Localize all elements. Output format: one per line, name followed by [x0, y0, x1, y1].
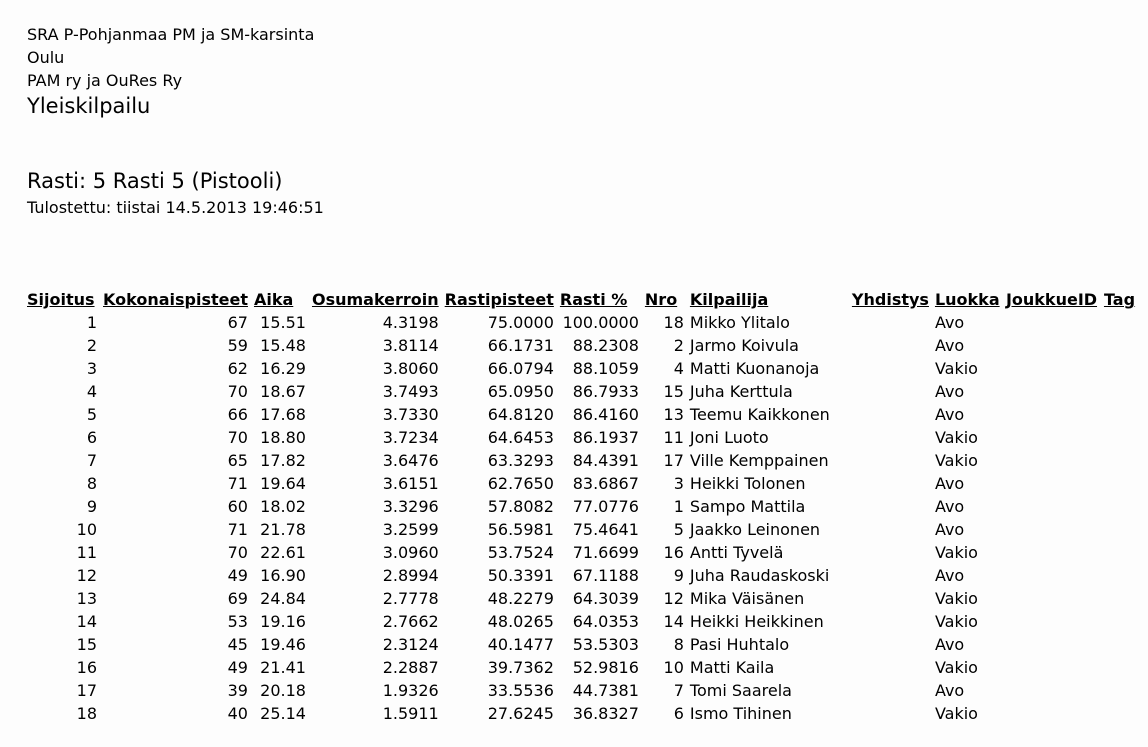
cell-rank: 11	[76, 543, 97, 562]
cell-stage-points: 62.7650	[487, 474, 554, 493]
cell-number: 1	[673, 497, 684, 516]
cell-competitor: Mika Väisänen	[689, 589, 805, 608]
table-row	[24, 357, 1141, 380]
cell-tag	[1101, 403, 1141, 426]
cell-team-id	[1003, 679, 1101, 702]
cell-rank: 16	[76, 658, 97, 677]
cell-club	[849, 564, 932, 587]
cell-division: Vakio	[934, 589, 978, 608]
cell-hit-factor: 2.8994	[382, 566, 439, 585]
cell-hit-factor: 3.6151	[382, 474, 439, 493]
cell-rank: 1	[86, 313, 97, 332]
cell-time: 18.67	[260, 382, 306, 401]
cell-hit-factor: 4.3198	[382, 313, 439, 332]
cell-tag	[1101, 541, 1141, 564]
cell-team-id	[1003, 541, 1101, 564]
cell-rank: 8	[86, 474, 97, 493]
organizers-text: PAM ry ja OuRes Ry	[27, 71, 183, 90]
cell-time: 16.29	[260, 359, 306, 378]
cell-time: 21.41	[260, 658, 306, 677]
cell-division: Vakio	[934, 428, 978, 447]
cell-club	[849, 587, 932, 610]
cell-division: Avo	[934, 382, 965, 401]
cell-total-points: 49	[227, 658, 248, 677]
location-text: Oulu	[27, 48, 65, 67]
cell-stage-points: 63.3293	[487, 451, 554, 470]
cell-hit-factor: 3.6476	[382, 451, 439, 470]
cell-total-points: 59	[227, 336, 248, 355]
cell-team-id	[1003, 472, 1101, 495]
cell-stage-points: 39.7362	[487, 658, 554, 677]
cell-time: 19.16	[260, 612, 306, 631]
column-header-stage-percent: Rasti %	[559, 290, 628, 309]
cell-number: 7	[673, 681, 684, 700]
cell-club	[849, 472, 932, 495]
cell-hit-factor: 2.7662	[382, 612, 439, 631]
column-header-competitor: Kilpailija	[689, 290, 769, 309]
cell-tag	[1101, 495, 1141, 518]
cell-tag	[1101, 564, 1141, 587]
cell-competitor: Matti Kaila	[689, 658, 775, 677]
cell-division: Avo	[934, 474, 965, 493]
cell-hit-factor: 3.7493	[382, 382, 439, 401]
cell-team-id	[1003, 357, 1101, 380]
column-header-division: Luokka	[934, 290, 1000, 309]
cell-rank: 14	[76, 612, 97, 631]
cell-club	[849, 633, 932, 656]
cell-stage-percent: 88.2308	[572, 336, 639, 355]
cell-competitor: Juha Kerttula	[689, 382, 793, 401]
cell-tag	[1101, 426, 1141, 449]
cell-competitor: Sampo Mattila	[689, 497, 806, 516]
cell-club	[849, 679, 932, 702]
column-header-tag: Tag	[1103, 290, 1136, 309]
cell-stage-percent: 86.7933	[572, 382, 639, 401]
cell-hit-factor: 2.3124	[382, 635, 439, 654]
cell-time: 19.46	[260, 635, 306, 654]
cell-division: Avo	[934, 497, 965, 516]
cell-stage-points: 48.2279	[487, 589, 554, 608]
cell-tag	[1101, 587, 1141, 610]
cell-stage-percent: 100.0000	[562, 313, 639, 332]
table-row	[24, 426, 1141, 449]
cell-team-id	[1003, 449, 1101, 472]
cell-stage-percent: 71.6699	[572, 543, 639, 562]
cell-number: 6	[673, 704, 684, 723]
cell-division: Avo	[934, 520, 965, 539]
cell-stage-points: 53.7524	[487, 543, 554, 562]
cell-number: 2	[673, 336, 684, 355]
cell-club	[849, 702, 932, 725]
cell-stage-points: 57.8082	[487, 497, 554, 516]
cell-club	[849, 334, 932, 357]
cell-club	[849, 610, 932, 633]
cell-time: 25.14	[260, 704, 306, 723]
cell-stage-percent: 75.4641	[572, 520, 639, 539]
table-row	[24, 449, 1141, 472]
cell-number: 14	[663, 612, 684, 631]
cell-tag	[1101, 679, 1141, 702]
table-row	[24, 610, 1141, 633]
cell-time: 17.68	[260, 405, 306, 424]
cell-club	[849, 380, 932, 403]
cell-total-points: 70	[227, 382, 248, 401]
cell-number: 15	[663, 382, 684, 401]
cell-time: 15.51	[260, 313, 306, 332]
column-header-number: Nro	[644, 290, 678, 309]
table-row	[24, 564, 1141, 587]
cell-competitor: Heikki Tolonen	[689, 474, 806, 493]
cell-total-points: 45	[227, 635, 248, 654]
cell-competitor: Tomi Saarela	[689, 681, 792, 700]
cell-division: Vakio	[934, 612, 978, 631]
column-header-club: Yhdistys	[851, 290, 929, 309]
cell-club	[849, 449, 932, 472]
cell-total-points: 70	[227, 428, 248, 447]
cell-tag	[1101, 449, 1141, 472]
column-header-team-id: JoukkueID	[1005, 290, 1098, 309]
cell-club	[849, 518, 932, 541]
cell-tag	[1101, 610, 1141, 633]
cell-division: Vakio	[934, 704, 978, 723]
cell-rank: 9	[86, 497, 97, 516]
cell-team-id	[1003, 587, 1101, 610]
cell-hit-factor: 3.3296	[382, 497, 439, 516]
cell-time: 18.02	[260, 497, 306, 516]
cell-tag	[1101, 656, 1141, 679]
cell-total-points: 69	[227, 589, 248, 608]
cell-total-points: 71	[227, 520, 248, 539]
cell-stage-points: 64.8120	[487, 405, 554, 424]
cell-club	[849, 357, 932, 380]
cell-club	[849, 403, 932, 426]
cell-division: Avo	[934, 681, 965, 700]
cell-number: 13	[663, 405, 684, 424]
cell-tag	[1101, 380, 1141, 403]
cell-stage-points: 48.0265	[487, 612, 554, 631]
table-row	[24, 472, 1141, 495]
cell-stage-points: 27.6245	[487, 704, 554, 723]
table-row	[24, 311, 1141, 334]
cell-time: 21.78	[260, 520, 306, 539]
cell-competitor: Teemu Kaikkonen	[689, 405, 830, 424]
cell-stage-percent: 84.4391	[572, 451, 639, 470]
cell-competitor: Mikko Ylitalo	[689, 313, 790, 332]
table-row	[24, 518, 1141, 541]
cell-competitor: Pasi Huhtalo	[689, 635, 790, 654]
cell-competitor: Ville Kemppainen	[689, 451, 829, 470]
cell-hit-factor: 3.2599	[382, 520, 439, 539]
cell-stage-percent: 64.3039	[572, 589, 639, 608]
cell-team-id	[1003, 426, 1101, 449]
cell-number: 4	[673, 359, 684, 378]
cell-time: 17.82	[260, 451, 306, 470]
cell-rank: 3	[86, 359, 97, 378]
cell-number: 12	[663, 589, 684, 608]
cell-division: Vakio	[934, 543, 978, 562]
cell-stage-percent: 83.6867	[572, 474, 639, 493]
cell-stage-points: 33.5536	[487, 681, 554, 700]
cell-tag	[1101, 702, 1141, 725]
table-row	[24, 403, 1141, 426]
cell-hit-factor: 3.8114	[382, 336, 439, 355]
cell-rank: 7	[86, 451, 97, 470]
cell-stage-percent: 36.8327	[572, 704, 639, 723]
cell-team-id	[1003, 610, 1101, 633]
cell-stage-points: 66.0794	[487, 359, 554, 378]
cell-stage-points: 40.1477	[487, 635, 554, 654]
cell-time: 16.90	[260, 566, 306, 585]
cell-hit-factor: 2.7778	[382, 589, 439, 608]
cell-competitor: Antti Tyvelä	[689, 543, 784, 562]
column-header-total-points: Kokonaispisteet	[103, 290, 248, 309]
cell-number: 10	[663, 658, 684, 677]
table-row	[24, 587, 1141, 610]
cell-club	[849, 426, 932, 449]
results-body	[24, 311, 1141, 725]
column-header-rank: Sijoitus	[27, 290, 95, 309]
cell-stage-points: 75.0000	[487, 313, 554, 332]
cell-competitor: Heikki Heikkinen	[689, 612, 824, 631]
printed-timestamp: Tulostettu: tiistai 14.5.2013 19:46:51	[27, 198, 324, 217]
cell-tag	[1101, 633, 1141, 656]
cell-total-points: 62	[227, 359, 248, 378]
cell-total-points: 70	[227, 543, 248, 562]
cell-number: 18	[663, 313, 684, 332]
table-row	[24, 495, 1141, 518]
cell-rank: 10	[76, 520, 97, 539]
cell-time: 15.48	[260, 336, 306, 355]
cell-division: Vakio	[934, 451, 978, 470]
cell-stage-percent: 86.4160	[572, 405, 639, 424]
cell-hit-factor: 3.7330	[382, 405, 439, 424]
cell-number: 11	[663, 428, 684, 447]
cell-competitor: Jaakko Leinonen	[689, 520, 821, 539]
cell-tag	[1101, 334, 1141, 357]
header-row	[24, 288, 1141, 311]
cell-hit-factor: 2.2887	[382, 658, 439, 677]
cell-tag	[1101, 311, 1141, 334]
cell-hit-factor: 1.5911	[382, 704, 439, 723]
cell-number: 3	[673, 474, 684, 493]
cell-hit-factor: 3.0960	[382, 543, 439, 562]
cell-total-points: 39	[227, 681, 248, 700]
cell-division: Avo	[934, 313, 965, 332]
cell-rank: 18	[76, 704, 97, 723]
table-row	[24, 679, 1141, 702]
cell-tag	[1101, 518, 1141, 541]
cell-total-points: 53	[227, 612, 248, 631]
cell-stage-points: 65.0950	[487, 382, 554, 401]
cell-total-points: 49	[227, 566, 248, 585]
table-row	[24, 702, 1141, 725]
cell-hit-factor: 1.9326	[382, 681, 439, 700]
table-row	[24, 541, 1141, 564]
cell-division: Avo	[934, 336, 965, 355]
cell-time: 22.61	[260, 543, 306, 562]
table-row	[24, 656, 1141, 679]
table-row	[24, 633, 1141, 656]
cell-club	[849, 495, 932, 518]
cell-stage-percent: 88.1059	[572, 359, 639, 378]
column-header-stage-points: Rastipisteet	[444, 290, 554, 309]
cell-division: Avo	[934, 405, 965, 424]
cell-total-points: 40	[227, 704, 248, 723]
cell-number: 9	[673, 566, 684, 585]
cell-stage-percent: 53.5303	[572, 635, 639, 654]
cell-hit-factor: 3.7234	[382, 428, 439, 447]
cell-stage-points: 64.6453	[487, 428, 554, 447]
cell-competitor: Ismo Tihinen	[689, 704, 792, 723]
cell-time: 24.84	[260, 589, 306, 608]
cell-time: 18.80	[260, 428, 306, 447]
cell-number: 5	[673, 520, 684, 539]
stage-heading: Rasti: 5 Rasti 5 (Pistooli)	[27, 169, 283, 193]
cell-team-id	[1003, 334, 1101, 357]
competition-title: SRA P-Pohjanmaa PM ja SM-karsinta	[27, 25, 315, 44]
cell-rank: 4	[86, 382, 97, 401]
cell-time: 19.64	[260, 474, 306, 493]
cell-number: 8	[673, 635, 684, 654]
cell-stage-points: 50.3391	[487, 566, 554, 585]
cell-stage-percent: 77.0776	[572, 497, 639, 516]
cell-rank: 17	[76, 681, 97, 700]
cell-stage-percent: 64.0353	[572, 612, 639, 631]
table-row	[24, 334, 1141, 357]
cell-rank: 6	[86, 428, 97, 447]
cell-rank: 13	[76, 589, 97, 608]
cell-stage-percent: 86.1937	[572, 428, 639, 447]
cell-club	[849, 311, 932, 334]
cell-competitor: Joni Luoto	[689, 428, 769, 447]
cell-total-points: 66	[227, 405, 248, 424]
cell-team-id	[1003, 403, 1101, 426]
cell-rank: 12	[76, 566, 97, 585]
cell-rank: 2	[86, 336, 97, 355]
cell-team-id	[1003, 656, 1101, 679]
cell-team-id	[1003, 495, 1101, 518]
cell-stage-percent: 67.1188	[572, 566, 639, 585]
cell-team-id	[1003, 311, 1101, 334]
cell-competitor: Matti Kuonanoja	[689, 359, 820, 378]
cell-total-points: 67	[227, 313, 248, 332]
cell-club	[849, 541, 932, 564]
results-table	[24, 288, 1141, 725]
cell-club	[849, 656, 932, 679]
cell-team-id	[1003, 564, 1101, 587]
category-heading: Yleiskilpailu	[27, 94, 151, 118]
cell-division: Avo	[934, 566, 965, 585]
cell-division: Vakio	[934, 658, 978, 677]
cell-tag	[1101, 357, 1141, 380]
cell-team-id	[1003, 633, 1101, 656]
cell-rank: 15	[76, 635, 97, 654]
cell-time: 20.18	[260, 681, 306, 700]
cell-competitor: Juha Raudaskoski	[689, 566, 830, 585]
cell-tag	[1101, 472, 1141, 495]
table-row	[24, 380, 1141, 403]
cell-division: Vakio	[934, 359, 978, 378]
cell-division: Avo	[934, 635, 965, 654]
cell-stage-points: 56.5981	[487, 520, 554, 539]
cell-number: 16	[663, 543, 684, 562]
cell-team-id	[1003, 702, 1101, 725]
cell-team-id	[1003, 380, 1101, 403]
cell-team-id	[1003, 518, 1101, 541]
column-header-hit-factor: Osumakerroin	[311, 290, 439, 309]
cell-stage-points: 66.1731	[487, 336, 554, 355]
cell-stage-percent: 44.7381	[572, 681, 639, 700]
cell-hit-factor: 3.8060	[382, 359, 439, 378]
cell-total-points: 60	[227, 497, 248, 516]
cell-stage-percent: 52.9816	[572, 658, 639, 677]
cell-number: 17	[663, 451, 684, 470]
cell-competitor: Jarmo Koivula	[689, 336, 799, 355]
cell-total-points: 65	[227, 451, 248, 470]
cell-total-points: 71	[227, 474, 248, 493]
column-header-time: Aika	[253, 290, 294, 309]
cell-rank: 5	[86, 405, 97, 424]
